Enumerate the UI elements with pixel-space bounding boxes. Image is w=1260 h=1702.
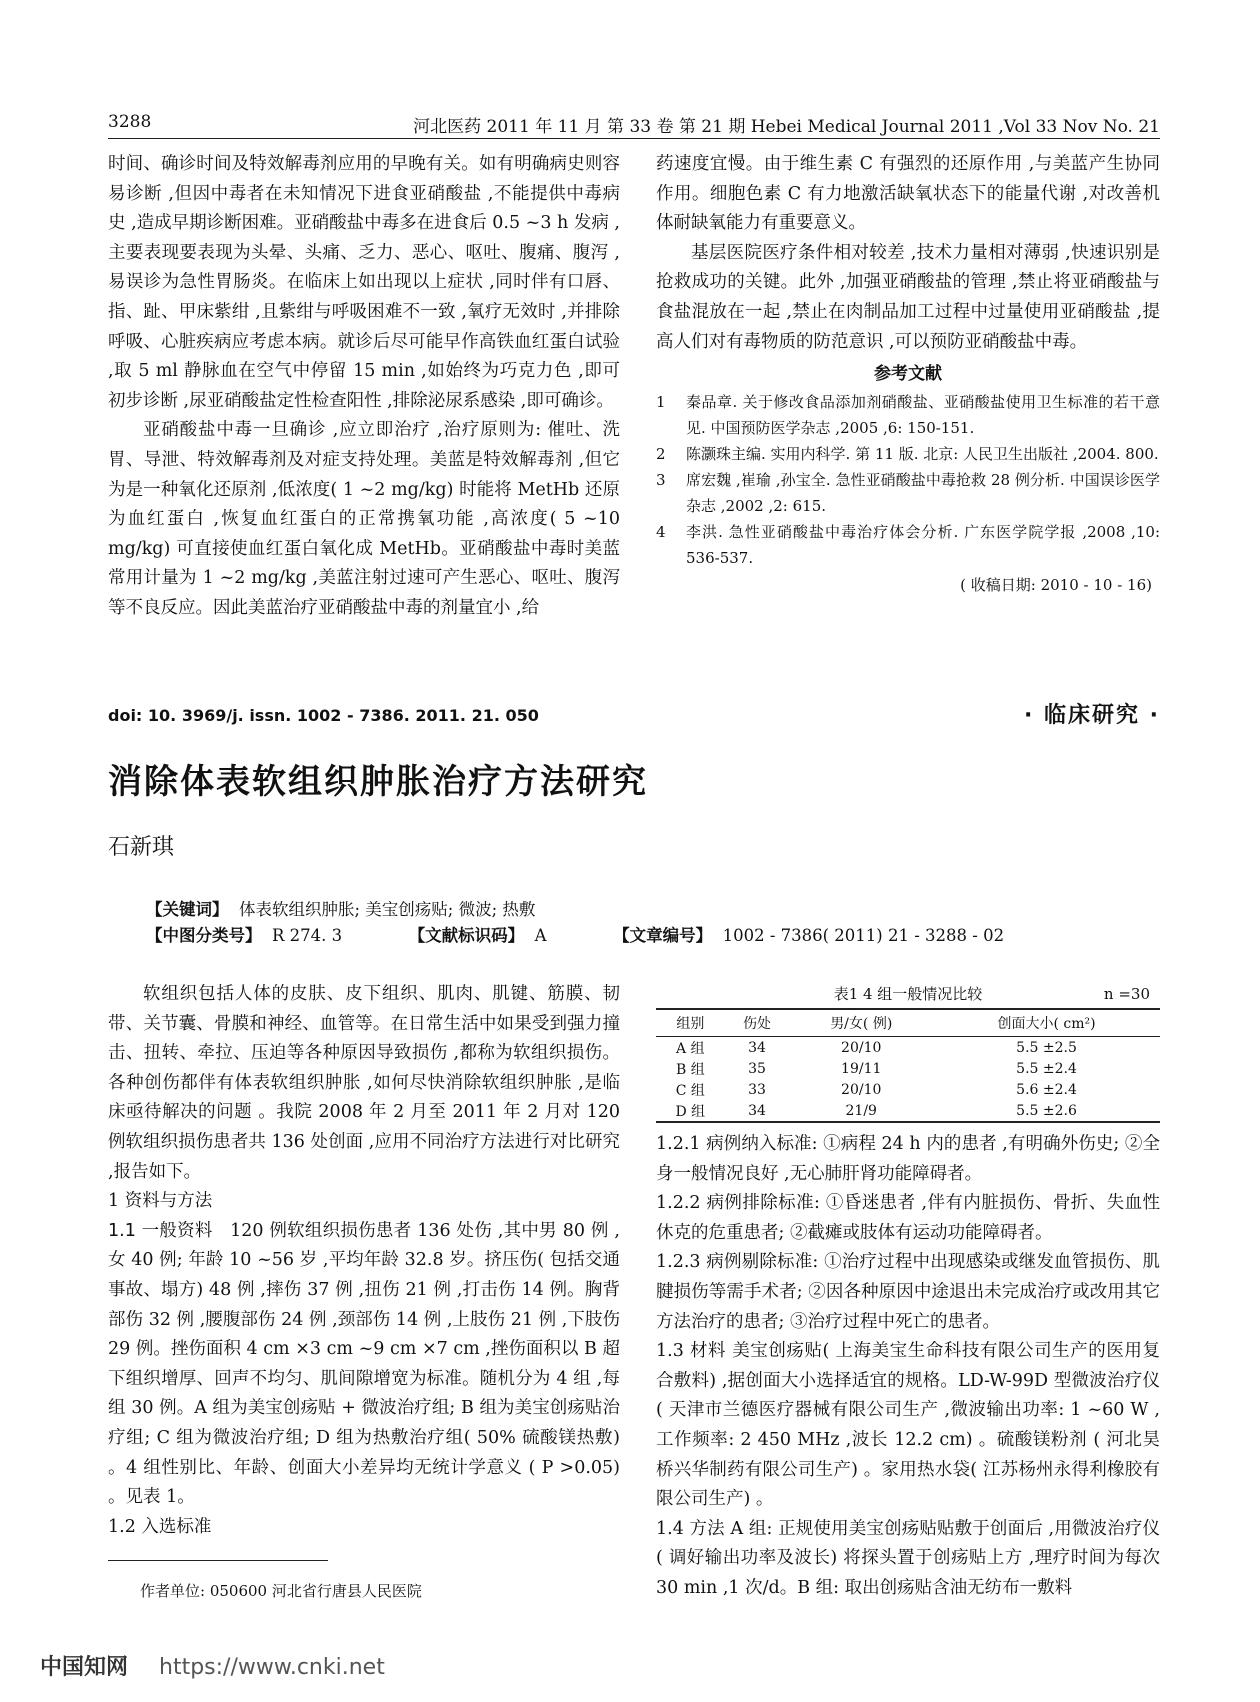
keywords-label: 【关键词】 [146,900,229,919]
table-caption-text: 表1 4 组一般情况比较 [833,985,983,1003]
paragraph: 基层医院医疗条件相对较差 ,技术力量相对薄弱 ,快速识别是抢救成功的关键。此外 ,加强亚硝酸盐的管理 ,禁止将亚硝酸盐与食盐混放在一起 ,禁止在肉制品加工过程中过量使用亚硝酸盐 ,提高人们对有毒物质的防范意识 ,可以预防亚硝酸盐中毒。 [656,242,1160,352]
footnote-rule [108,1560,328,1561]
table-cell: 5.6 ±2.4 [1016,1081,1077,1098]
article-no-label: 【文章编号】 [613,926,713,945]
reference-number: 3 [656,471,666,490]
reference-number: 4 [656,523,666,542]
table-cell: 21/9 [789,1100,933,1122]
watermark-url: https://www.cnki.net [159,1655,385,1680]
table-row [656,1100,1160,1122]
reference-text: 席宏魏 ,崔瑜 ,孙宝全. 急性亚硝酸盐中毒抢救 28 例分析. 中国误诊医学杂志 ,2002 ,2: 615. [686,471,1160,516]
author-affiliation: 作者单位: 050600 河北省行唐县人民医院 [140,1582,422,1600]
paragraph: 亚硝酸盐中毒一旦确诊 ,应立即治疗 ,治疗原则为: 催吐、洗胃、导泄、特效解毒剂及对症支持处理。美蓝是特效解毒剂 ,但它为是一种氧化还原剂 ,低浓度( 1 ~2 mg/kg) 时能将 MetHb 还原为血红蛋白 ,恢复血红蛋白的正常携氧功能 ,高浓度( 5 ~10 mg/kg) 可直接使血红蛋白氧化成 MetHb。亚硝酸盐中毒时美蓝常用计量为 1 ~2 mg/kg ,美蓝注射过速可产生恶心、呕吐、腹泻等不良反应。因此美蓝治疗亚硝酸盐中毒的剂量宜小 ,给 [108,420,620,618]
table-cell: 5.5 ±2.5 [1016,1039,1077,1056]
paragraph: 1.3 材料 美宝创疡贴( 上海美宝生命科技有限公司生产的医用复合敷料) ,据创面大小选择适宜的规格。LD-W-99D 型微波治疗仪( 天津市兰德医疗器械有限公司生产 ,微波输出功率: 1 ~60 W ,工作频率: 2 450 MHz ,波长 12.2 cm) 。硫酸镁粉剂 ( 河北昊桥兴华制药有限公司生产) 。家用热水袋( 江苏杨州永得利橡胶有限公司生产) 。 [656,1341,1160,1510]
header-rule [108,138,1160,139]
top-right-column [656,150,1160,599]
table-row [656,1058,1160,1079]
reference-item [656,519,1160,571]
table-cell: 5.5 ±2.6 [933,1100,1160,1122]
classification-line [146,922,1004,946]
subsection-heading: 1.2 入选标准 [108,1516,212,1537]
table-cell: 33 [748,1081,766,1098]
reference-item [656,389,1160,441]
keywords-line [146,896,535,920]
clc-label: 【中图分类号】 [146,926,262,945]
subsection-label: 1.1 一般资料 [108,1220,213,1241]
reference-item [656,467,1160,519]
references-title: 参考文献 [874,364,942,385]
table [656,1008,1160,1123]
clc: R 274. 3 [272,926,343,945]
reference-text: 陈灏珠主编. 实用内科学. 第 11 版. 北京: 人民卫生出版社 ,2004. 800. [686,445,1159,464]
watermark-brand: 中国知网 [40,1655,129,1680]
table-cell: D 组 [656,1100,725,1122]
table-header: 创面大小( cm²) [933,1009,1160,1037]
table-row [656,1079,1160,1100]
keywords: 体表软组织肿胀; 美宝创疡贴; 微波; 热敷 [239,900,536,919]
reference-number: 2 [656,445,666,464]
reference-item [656,441,1160,467]
doi: doi: 10. 3969/j. issn. 1002 - 7386. 2011. 21. 050 [108,706,539,725]
table-cell: 20/10 [841,1039,882,1056]
paragraph: 1.2.1 病例纳入标准: ①病程 24 h 内的患者 ,有明确外伤史; ②全身一般情况良好 ,无心肺肝肾功能障碍者。 [656,1134,1160,1184]
table-cell: 34 [748,1039,766,1056]
paragraph: 1.4 方法 A 组: 正规使用美宝创疡贴贴敷于创面后 ,用微波治疗仪( 调好输出功率及波长) 将探头置于创疡贴上方 ,理疗时间为每次 30 min ,1 次/d。B 组: 取出创疡贴含油无纺布一敷料 [656,1518,1160,1598]
reference-list [656,389,1160,571]
received-date: ( 收稿日期: 2010 - 10 - 16) [960,576,1152,595]
doc-code: A [534,926,547,945]
table-1 [656,980,1160,1123]
table-cell: 19/11 [841,1060,882,1077]
section-heading: 1 资料与方法 [108,1191,213,1212]
table-cell: 5.5 ±2.4 [1016,1060,1077,1077]
page-number: 3288 [108,112,152,132]
paragraph: 1.2.2 病例排除标准: ①昏迷患者 ,伴有内脏损伤、骨折、失血性休克的危重患者; ②截瘫或肢体有运动功能障碍者。 [656,1193,1160,1243]
table-cell: 35 [748,1060,766,1077]
paragraph: 时间、确诊时间及特效解毒剂应用的早晚有关。如有明确病史则容易诊断 ,但因中毒者在未知情况下进食亚硝酸盐 ,不能提供中毒病史 ,造成早期诊断困难。亚硝酸盐中毒多在进食后 0.5 ~3 h 发病 ,主要表现要表现为头晕、头痛、乏力、恶心、呕吐、腹痛、腹泻 ,易误诊为急性胃肠炎。在临床上如出现以上症状 ,同时伴有口唇、指、趾、甲床紫绀 ,且紫绀与呼吸困难不一致 ,氧疗无效时 ,并排除呼吸、心脏疾病应考虑本病。就诊后尽可能早作高铁血红蛋白试验 ,取 5 ml 静脉血在空气中停留 15 min ,如始终为巧克力色 ,即可初步诊断 ,尿亚硝酸盐定性检查阳性 ,排除泌尿系感染 ,即可确诊。 [108,154,620,411]
paragraph: 1.2.3 病例剔除标准: ①治疗过程中出现感染或继发血管损伤、肌腱损伤等需手术者; ②因各种原因中途退出未完成治疗或改用其它方法治疗的患者; ③治疗过程中死亡的患者。 [656,1252,1160,1332]
table-cell: B 组 [675,1061,705,1078]
paragraph [108,1217,620,1513]
running-head: 河北医药 2011 年 11 月 第 33 卷 第 21 期 Hebei Medical Journal 2011 ,Vol 33 Nov No. 21 [413,117,1160,137]
top-left-column [108,150,620,624]
reference-number: 1 [656,393,666,412]
table-n-label: n =30 [1103,985,1150,1003]
section-label: · 临床研究 · [1023,703,1160,728]
reference-text: 李洪. 急性亚硝酸盐中毒治疗体会分析. 广东医学院学报 ,2008 ,10: 536-537. [686,523,1160,568]
paragraph: 软组织包括人体的皮肤、皮下组织、肌肉、肌键、筋膜、韧带、关节囊、骨膜和神经、血管等。在日常生活中如果受到强力撞击、扭转、牵拉、压迫等各种原因导致损伤 ,都称为软组织损伤。各种创伤都伴有体表软组织肿胀 ,如何尽快消除软组织肿胀 ,是临床亟待解决的问题 。我院 2008 年 2 月至 2011 年 2 月对 120 例软组织损伤患者共 136 处创面 ,应用不同治疗方法进行对比研究 ,报告如下。 [108,984,620,1182]
table-cell: 20/10 [841,1081,882,1098]
table-cell: C 组 [675,1082,705,1099]
subsection-text: 120 例软组织损伤患者 136 处伤 ,其中男 80 例 ,女 40 例; 年龄 10 ~56 岁 ,平均年龄 32.8 岁。挤压伤( 包括交通事故、塌方) 48 例 ,摔伤 37 例 ,扭伤 21 例 ,打击伤 14 例。胸背部伤 32 例 ,腰腹部伤 24 例 ,颈部伤 14 例 ,上肢伤 21 例 ,下肢伤 29 例。挫伤面积 4 cm ×3 cm ~9 cm ×7 cm ,挫伤面积以 B 超下组织增厚、回声不均匀、肌间隙增宽为标准。随机分为 4 组 ,每组 30 例。A 组为美宝创疡贴 + 微波治疗组; B 组为美宝创疡贴治疗组; C 组为微波治疗组; D 组为热敷治疗组( 50% 硫酸镁热敷) 。4 组性别比、年龄、创面大小差异均无统计学意义 ( P >0.05) 。见表 1。 [108,1220,620,1508]
table-cell: A 组 [676,1040,705,1057]
table-cell: 34 [725,1100,790,1122]
reference-text: 秦品章. 关于修改食品添加剂硝酸盐、亚硝酸盐使用卫生标准的若干意见. 中国预防医学杂志 ,2005 ,6: 150-151. [686,393,1160,438]
table-header: 男/女( 例) [789,1009,933,1037]
doc-code-label: 【文献标识码】 [408,926,525,945]
paragraph: 药速度宜慢。由于维生素 C 有强烈的还原作用 ,与美蓝产生协同作用。细胞色素 C 有力地激活缺氧状态下的能量代谢 ,对改善机体耐缺氧能力有重要意义。 [656,154,1160,234]
cnki-watermark [40,1650,385,1681]
article-title: 消除体表软组织肿胀治疗方法研究 [108,762,648,802]
table-header: 伤处 [725,1009,790,1037]
author: 石新琪 [108,835,175,860]
bottom-right-column [656,1130,1160,1604]
article-no: 1002 - 7386( 2011) 21 - 3288 - 02 [722,926,1005,945]
bottom-left-column [108,980,620,1542]
table-header: 组别 [656,1009,725,1037]
table-caption [656,980,1160,1008]
table-row [656,1037,1160,1059]
